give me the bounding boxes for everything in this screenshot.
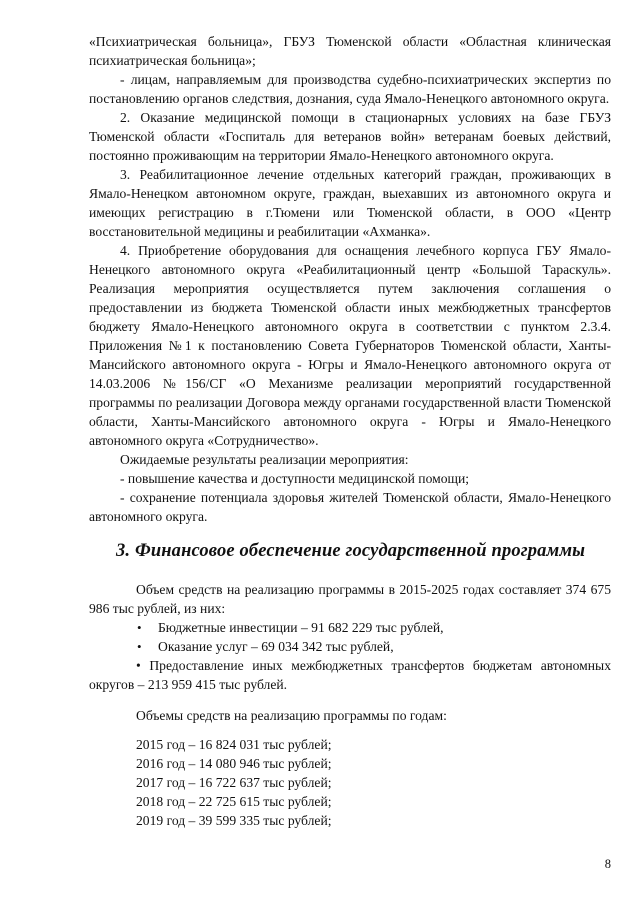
year-row-2015: 2015 год – 16 824 031 тыс рублей; — [136, 737, 332, 752]
paragraph-item-4: 4. Приобретение оборудования для оснащения лечебного корпуса ГБУ Ямало-Ненецкого автономного округа «Реабилитационный центр «Большой Тараскуль». Реализация мероприятия осуществляется путем заключения соглашения о предоставлении из бюджета Тюменской области иных межбюджетных трансфертов бюджету Ямало-Ненецкого автономного округа в соответствии с пунктом 2.3.4. Приложения №1 к постановлению Совета Губернаторов Тюменской области, Ханты-Мансийского автономного округа - Югры и Ямало-Ненецкого автономного округа от 14.03.2006 №156/СГ «О Механизме реализации мероприятий государственной программы по реализации Договора между органами государственной власти Тюменской области, Ханты-Мансийского автономного округа - Югры и Ямало-Ненецкого автономного округа «Сотрудничество». — [89, 243, 611, 448]
paragraph-result-quality: - повышение качества и доступности медицинской помощи; — [120, 471, 470, 486]
page-number: 8 — [604, 857, 611, 871]
bullet-icon: • — [137, 620, 142, 635]
bullet-text: Предоставление иных межбюджетных трансфертов бюджетам автономных округов – 213 959 415 тыс рублей. — [89, 658, 611, 692]
years-intro: Объемы средств на реализацию программы по годам: — [136, 708, 447, 723]
year-row-2017: 2017 год – 16 722 637 тыс рублей; — [136, 775, 332, 790]
paragraph-hospital-list: «Психиатрическая больница», ГБУЗ Тюменской области «Областная клиническая психиатрическая больница»; — [89, 34, 611, 68]
bullet-icon: • — [136, 658, 141, 673]
paragraph-result-health: - сохранение потенциала здоровья жителей Тюменской области, Ямало-Ненецкого автономного округа. — [89, 490, 611, 524]
year-row-2019: 2019 год – 39 599 335 тыс рублей; — [136, 813, 332, 828]
paragraph-forensic-persons: - лицам, направляемым для производства судебно-психиатрических экспертиз по постановлению органов следствия, дознания, суда Ямало-Ненецкого автономного округа. — [89, 72, 611, 106]
bullet-icon: • — [137, 639, 142, 654]
paragraph-expected-results: Ожидаемые результаты реализации мероприятия: — [120, 452, 409, 467]
funding-bullet-investments — [89, 618, 611, 637]
funding-bullet-transfers — [89, 656, 611, 694]
year-row-2018: 2018 год – 22 725 615 тыс рублей; — [136, 794, 332, 809]
document-page — [89, 32, 611, 830]
bullet-text: Бюджетные инвестиции – 91 682 229 тыс рублей, — [158, 620, 444, 635]
bullet-text: Оказание услуг – 69 034 342 тыс рублей, — [158, 639, 394, 654]
section-heading: 3. Финансовое обеспечение государственной программы — [116, 541, 586, 561]
funding-bullet-services — [89, 637, 611, 656]
funding-intro: Объем средств на реализацию программы в 2015-2025 годах составляет 374 675 986 тыс рублей, из них: — [89, 582, 611, 616]
year-row-2016: 2016 год – 14 080 946 тыс рублей; — [136, 756, 332, 771]
paragraph-item-3: 3. Реабилитационное лечение отдельных категорий граждан, проживающих в Ямало-Ненецком автономном округе, граждан, выехавших из автономного округа и имеющих регистрацию в г.Тюмени или Тюменской области, в ООО «Центр восстановительной медицины и реабилитации «Ахманка». — [89, 167, 611, 239]
paragraph-item-2: 2. Оказание медицинской помощи в стационарных условиях на базе ГБУЗ Тюменской области «Госпиталь для ветеранов войн» ветеранам боевых действий, постоянно проживающим на территории Ямало-Ненецкого автономного округа. — [89, 110, 611, 163]
